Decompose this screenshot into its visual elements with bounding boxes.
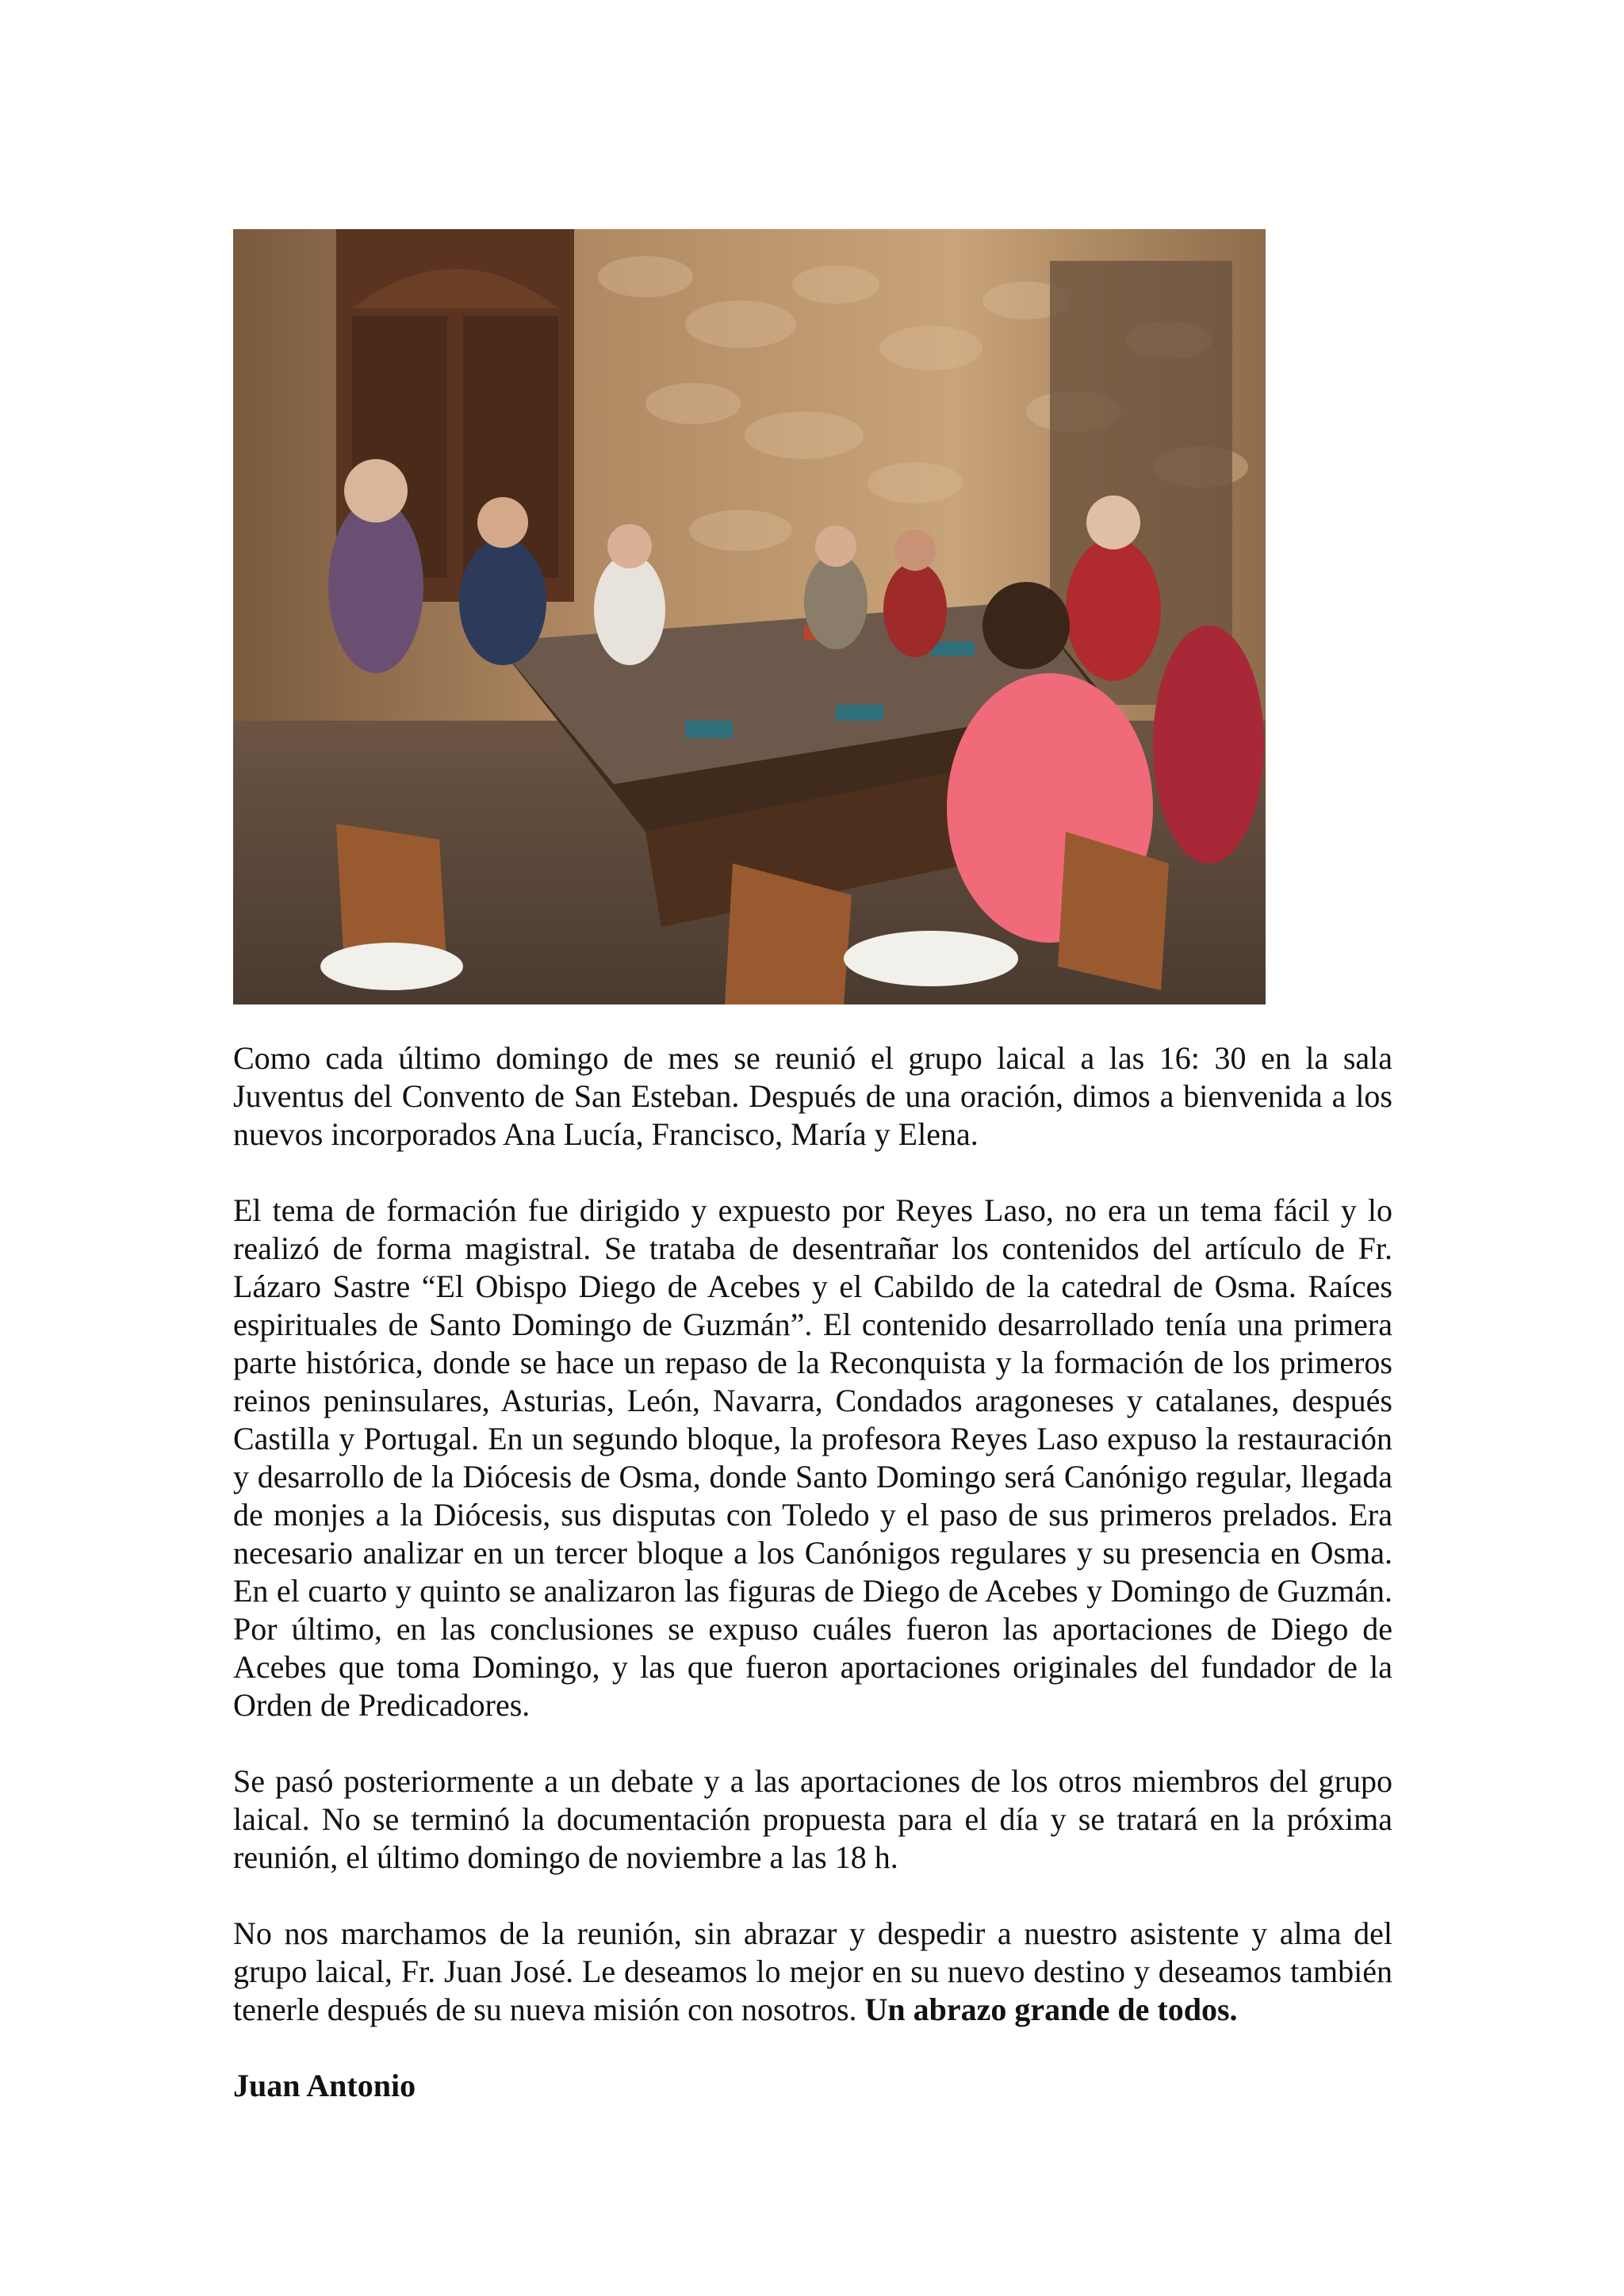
- farewell-embrace: Un abrazo grande de todos.: [864, 1992, 1238, 2027]
- paragraph-intro: Como cada último domingo de mes se reunió el grupo laical a las 16: 30 en la sala Juventus del Convento de San Esteban. Después de una oración, dimos a bienvenida a los nuevos incorporados Ana Lucía, Francisco, María y Elena.: [233, 1040, 1392, 1152]
- article-body: [233, 1039, 1392, 2105]
- meeting-photo: [233, 229, 1266, 1004]
- farewell-text: No nos marchamos de la reunión, sin abrazar y despedir a nuestro asistente y alma del grupo laical, Fr. Juan José. Le deseamos lo mejor en su nuevo destino y deseamos también tenerle después de su nueva misión con nosotros.: [233, 1915, 1392, 2027]
- signature: Juan Antonio: [233, 2068, 416, 2103]
- photo-icon: [233, 229, 1266, 1004]
- paragraph-farewell: [233, 1915, 1392, 2029]
- paragraph-debate: Se pasó posteriormente a un debate y a las aportaciones de los otros miembros del grupo laical. No se terminó la documentación propuesta para el día y se tratará en la próxima reunión, el último domingo de noviembre a las 18 h.: [233, 1763, 1392, 1875]
- paragraph-formation-topic: El tema de formación fue dirigido y expuesto por Reyes Laso, no era un tema fácil y lo realizó de forma magistral. Se trataba de desentrañar los contenidos del artículo de Fr. Lázaro Sastre “El Obispo Diego de Acebes y el Cabildo de la catedral de Osma. Raíces espirituales de Santo Domingo de Guzmán”. El contenido desarrollado tenía una primera parte histórica, donde se hace un repaso de la Reconquista y la formación de los primeros reinos peninsulares, Asturias, León, Navarra, Condados aragoneses y catalanes, después Castilla y Portugal. En un segundo bloque, la profesora Reyes Laso expuso la restauración y desarrollo de la Diócesis de Osma, donde Santo Domingo será Canónigo regular, llegada de monjes a la Diócesis, sus disputas con Toledo y el paso de sus primeros prelados. Era necesario analizar en un tercer bloque a los Canónigos regulares y su presencia en Osma. En el cuarto y quinto se analizaron las figuras de Diego de Acebes y Domingo de Guzmán. Por último, en las conclusiones se expuso cuáles fueron las aportaciones de Diego de Acebes que toma Domingo, y las que fueron aportaciones originales del fundador de la Orden de Predicadores.: [233, 1192, 1392, 1723]
